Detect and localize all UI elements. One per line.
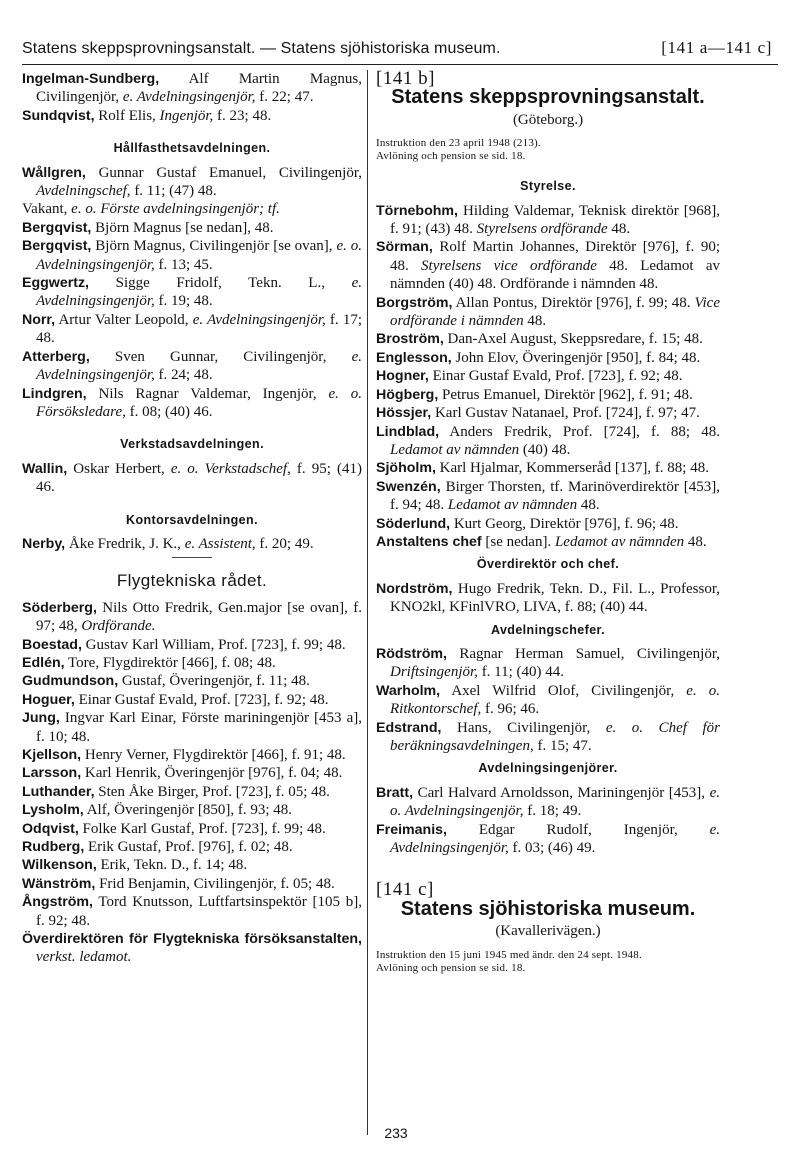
verkstad-entries	[22, 460, 362, 497]
list-item	[376, 202, 720, 239]
section-heading-avdelningschefer: Avdelningschefer.	[490, 622, 605, 637]
entry-text: Hilding Valdemar, Teknisk direktör [968], f. 91; (43) 48.	[390, 202, 720, 238]
list-item	[22, 274, 362, 311]
person-name: Nordström,	[376, 580, 453, 597]
person-name: Eggwertz,	[22, 275, 90, 292]
entry-title-italic: e. Avdelningsingenjör,	[36, 275, 362, 310]
entry-text: Edgar Rudolf, Ingenjör,	[446, 821, 710, 838]
entry-tail: 48. Ledamot av nämnden (40) 48. Ordförande i nämnden 48.	[390, 257, 720, 293]
person-name: Broström,	[376, 331, 444, 348]
person-name: Ångström,	[22, 894, 93, 911]
hallfasthet-entries	[22, 164, 362, 422]
entry-text: Petrus Emanuel, Direktör [962], f. 91; 48.	[438, 386, 693, 403]
person-name: Nerby,	[22, 535, 66, 552]
entry-text: Björn Magnus [se nedan], 48.	[91, 219, 274, 236]
list-item	[22, 107, 362, 125]
entry-text: Nils Otto Fredrik, Gen.major [se ovan], f. 97; 48,	[36, 599, 362, 635]
avding-entries	[376, 784, 720, 858]
entry-text: Nils Ragnar Valdemar, Ingenjör,	[86, 385, 329, 402]
top-entries	[22, 70, 362, 125]
list-item	[22, 856, 362, 874]
entry-text: Alf, Överingenjör [850], f. 93; 48.	[83, 802, 293, 819]
entry-tail: f. 03; (46) 49.	[508, 840, 596, 857]
person-name: Anstaltens chef	[376, 533, 482, 550]
section-heading-verkstad: Verkstadsavdelningen.	[120, 437, 264, 452]
entry-text: Ingvar Karl Einar, Förste mariningenjör [453 a], f. 10; 48.	[36, 710, 362, 745]
list-item	[22, 164, 362, 201]
person-name: Högberg,	[376, 386, 439, 403]
entry-title-italic: e. o. Chef för beräkningsavdelningen,	[390, 719, 720, 754]
person-name: Sörman,	[376, 239, 433, 256]
list-item	[376, 784, 720, 821]
section-heading-flyg: Flygtekniska rådet.	[116, 571, 268, 591]
entry-text: Artur Valter Leopold,	[55, 311, 193, 328]
location-b: (Göteborg.)	[512, 111, 584, 128]
section-heading-avdelningsingenjorer: Avdelningsingenjörer.	[478, 761, 618, 776]
styrelse-entries	[376, 202, 720, 552]
entry-tail: (40) 48.	[519, 441, 571, 458]
person-name: Rudberg,	[22, 839, 85, 856]
list-item	[22, 838, 362, 856]
running-header	[22, 38, 772, 62]
entry-text: Åke Fredrik, J. K.,	[65, 535, 185, 552]
entry-text: Rolf Elis,	[94, 107, 160, 124]
entry-tail: f. 22; 47.	[255, 89, 314, 106]
entry-text: Axel Wilfrid Olof, Civilingenjör,	[440, 682, 687, 699]
person-name: Englesson,	[376, 349, 452, 366]
entry-text: Sven Gunnar, Civilingenjör,	[89, 348, 352, 365]
list-item	[376, 533, 720, 551]
entry-title-italic: e. Assistent,	[184, 535, 256, 552]
person-name: Lysholm,	[22, 802, 84, 819]
list-item	[376, 330, 720, 348]
entry-title-italic: e. Avdelningsingenjör,	[192, 311, 326, 328]
list-item	[376, 404, 720, 422]
entry-text: Ragnar Herman Samuel, Civilingenjör,	[446, 645, 720, 662]
pay-note-c: Avlöning och pension se sid. 18.	[376, 961, 526, 974]
flyg-entries	[22, 599, 362, 967]
entry-text: Einar Gustaf Evald, Prof. [723], f. 92; 48.	[428, 368, 683, 385]
list-item	[22, 820, 362, 838]
entry-text: Erik Gustaf, Prof. [976], f. 02; 48.	[84, 839, 293, 856]
entry-title-italic: Avdelningschef,	[36, 183, 131, 200]
entry-title-italic: Vice ordförande i nämnden	[390, 294, 720, 330]
list-item	[22, 893, 362, 930]
entry-text: Gustav Karl William, Prof. [723], f. 99; 48.	[81, 636, 346, 653]
entry-tail: f. 08; (40) 46.	[125, 403, 213, 420]
list-item	[22, 535, 362, 553]
person-name: Kjellson,	[22, 747, 82, 763]
person-name: Rödström,	[376, 645, 447, 662]
list-item	[376, 367, 720, 385]
entry-title-italic: e. Avdelningsingenjör,	[390, 821, 720, 857]
list-item	[376, 821, 720, 858]
list-item	[22, 311, 362, 348]
entry-text: Karl Gustav Natanael, Prof. [724], f. 97; 47.	[431, 405, 700, 422]
section-range: [141 a—141 c]	[661, 38, 772, 57]
entry-title-italic: e. Avdelningsingenjör,	[122, 89, 256, 106]
institution-title-c: Statens sjöhistoriska museum.	[400, 897, 696, 920]
entry-text: Rolf Martin Johannes, Direktör [976], f. 90; 48.	[390, 239, 720, 274]
list-item	[22, 930, 362, 967]
person-name: Freimanis,	[376, 821, 447, 838]
entry-text: Gustaf, Överingenjör, f. 11; 48.	[118, 673, 310, 690]
person-name: Hoguer,	[22, 691, 75, 708]
entry-text: Kurt Georg, Direktör [976], f. 96; 48.	[450, 515, 679, 532]
entry-title-italic: Ledamot av nämnden	[554, 533, 685, 550]
location-c: (Kavallerivägen.)	[495, 923, 601, 940]
entry-tail: f. 96; 46.	[481, 701, 540, 718]
header-rule	[22, 64, 778, 65]
entry-tail: 48.	[684, 533, 707, 550]
right-column	[376, 70, 720, 975]
list-item	[22, 200, 362, 218]
person-name: Luthander,	[22, 783, 95, 800]
entry-text: Sten Åke Birger, Prof. [723], f. 05; 48.	[94, 783, 330, 800]
entry-text: Alf Martin Magnus, Civilingenjör,	[36, 71, 362, 106]
entry-tail: 48.	[577, 497, 600, 514]
overdir-entries	[376, 580, 720, 617]
entry-title-italic: Ingenjör,	[159, 107, 214, 124]
entry-text: John Elov, Överingenjör [950], f. 84; 48.	[451, 349, 701, 366]
kontor-entries	[22, 535, 362, 553]
person-name: Borgström,	[376, 294, 453, 311]
person-name: Edstrand,	[376, 719, 442, 736]
person-name: Överdirektören för Flygtekniska försöksanstalten,	[22, 931, 362, 948]
list-item	[22, 654, 362, 672]
entry-title-italic: e. o. Avdelningsingenjör,	[36, 238, 362, 273]
entry-title-italic: e. o. Försöksledare,	[36, 385, 362, 420]
list-item	[22, 709, 362, 746]
list-item	[376, 294, 720, 331]
person-name: Söderberg,	[22, 599, 97, 616]
list-item	[376, 349, 720, 367]
section-tag-c: [141 c]	[376, 879, 434, 901]
person-name: Jung,	[22, 710, 60, 727]
person-name: Ingelman-Sundberg,	[22, 71, 160, 87]
list-item	[22, 70, 362, 107]
entry-text: Einar Gustaf Evald, Prof. [723], f. 92; 48.	[74, 691, 329, 708]
short-divider	[172, 557, 212, 558]
entry-tail: 48.	[523, 313, 547, 330]
person-name: Odqvist,	[22, 820, 79, 837]
entry-title-italic: e. o. Ritkontorschef,	[390, 682, 720, 718]
list-item	[376, 423, 720, 460]
entry-text: Allan Pontus, Direktör [976], f. 99; 48.	[452, 294, 695, 311]
list-item	[22, 348, 362, 385]
entry-text: Björn Magnus, Civilingenjör [se ovan],	[91, 238, 337, 255]
entry-title-italic: verkst. ledamot.	[36, 949, 132, 966]
entry-tail: f. 20; 49.	[255, 535, 314, 552]
list-item	[22, 385, 362, 422]
entry-text: Birger Thorsten, tf. Marinöverdirektör [453], f. 94; 48.	[390, 478, 720, 514]
instruction-note-c: Instruktion den 15 juni 1945 med ändr. den 24 sept. 1948.	[376, 948, 642, 961]
person-name: Törnebohm,	[376, 202, 458, 219]
entry-tail: f. 18; 49.	[523, 803, 582, 820]
person-name: Edlén,	[22, 654, 65, 671]
running-title: Statens skeppsprovningsanstalt. — Statens sjöhistoriska museum.	[22, 40, 501, 57]
page-number: 233	[384, 1125, 408, 1141]
list-item	[22, 460, 362, 497]
entry-text: Erik, Tekn. D., f. 14; 48.	[96, 857, 248, 874]
entry-title-italic: Driftsingenjör,	[390, 664, 478, 681]
person-name: Sjöholm,	[376, 460, 436, 477]
person-name: Sundqvist,	[22, 107, 95, 124]
entry-tail: f. 95; (41) 46.	[36, 460, 362, 496]
person-name: Lindgren,	[22, 385, 87, 402]
entry-text: Hans, Civilingenjör,	[441, 719, 606, 736]
pay-note-b: Avlöning och pension se sid. 18.	[376, 150, 526, 163]
person-name: Hogner,	[376, 368, 429, 385]
entry-text: Dan-Axel August, Skeppsredare, f. 15; 48.	[443, 331, 703, 348]
person-name: Hössjer,	[376, 405, 432, 422]
list-item	[22, 746, 362, 764]
list-item	[376, 682, 720, 719]
entry-title-italic: Styrelsens vice ordförande	[421, 257, 597, 274]
person-name: Bergqvist,	[22, 238, 92, 255]
list-item	[22, 636, 362, 654]
left-column	[22, 70, 362, 967]
list-item	[376, 515, 720, 533]
person-name: Swenzén,	[376, 478, 441, 495]
entry-title-italic: e. o. Verkstadschef,	[170, 460, 291, 477]
entry-tail: 48.	[607, 221, 631, 238]
entry-text: [se nedan].	[481, 533, 555, 550]
list-item	[22, 672, 362, 690]
person-name: Bratt,	[376, 784, 414, 801]
person-name: Larsson,	[22, 765, 82, 782]
person-name: Wilkenson,	[22, 857, 97, 874]
list-item	[22, 764, 362, 782]
entry-text: Anders Fredrik, Prof. [724], f. 88; 48.	[439, 423, 720, 440]
entry-title-italic: e. Avdelningsingenjör,	[36, 348, 362, 384]
entry-title-italic: Ordförande.	[81, 618, 156, 635]
entry-text: Vakant,	[22, 201, 72, 218]
person-name: Gudmundson,	[22, 673, 119, 690]
list-item	[22, 783, 362, 801]
person-name: Atterberg,	[22, 348, 90, 365]
section-heading-hallfasthet: Hållfasthetsavdelningen.	[113, 141, 271, 156]
list-item	[22, 691, 362, 709]
list-item	[22, 219, 362, 237]
list-item	[22, 875, 362, 893]
list-item	[22, 599, 362, 636]
entry-tail: f. 24; 48.	[154, 367, 213, 384]
entry-text: Hugo Fredrik, Tekn. D., Fil. L., Professor, KNO2kl, KFinlVRO, LIVA, f. 88; (40) 44.	[390, 580, 720, 616]
section-heading-styrelse: Styrelse.	[520, 179, 576, 194]
person-name: Boestad,	[22, 636, 82, 653]
list-item	[22, 237, 362, 274]
entry-title-italic: Ledamot av nämnden	[447, 497, 578, 514]
entry-tail: f. 19; 48.	[154, 293, 213, 310]
person-name: Wänström,	[22, 875, 96, 892]
list-item	[376, 386, 720, 404]
entry-tail: f. 11; (40) 44.	[477, 664, 565, 681]
entry-text: Tore, Flygdirektör [466], f. 08; 48.	[64, 654, 276, 671]
entry-text: Karl Henrik, Överingenjör [976], f. 04; 48.	[81, 765, 343, 782]
entry-text: Gunnar Gustaf Emanuel, Civilingenjör,	[85, 164, 362, 181]
entry-text: Folke Karl Gustaf, Prof. [723], f. 99; 48.	[78, 820, 326, 837]
entry-title-italic: e. o. Förste avdelningsingenjör; tf.	[71, 201, 280, 218]
entry-text: Karl Hjalmar, Kommerseråd [137], f. 88; 48.	[435, 460, 709, 477]
list-item	[376, 645, 720, 682]
entry-text: Henry Verner, Flygdirektör [466], f. 91; 48.	[81, 747, 346, 763]
entry-text: Carl Halvard Arnoldsson, Mariningenjör [453],	[413, 784, 710, 801]
entry-tail: f. 13; 45.	[154, 256, 213, 273]
column-divider	[367, 70, 368, 1135]
list-item	[22, 801, 362, 819]
entry-text: Sigge Fridolf, Tekn. L.,	[89, 275, 352, 292]
person-name: Warholm,	[376, 682, 441, 699]
person-name: Söderlund,	[376, 515, 451, 532]
person-name: Lindblad,	[376, 423, 440, 440]
entry-text: Oskar Herbert,	[67, 460, 171, 477]
person-name: Bergqvist,	[22, 219, 92, 236]
section-tag-b: [141 b]	[376, 68, 435, 89]
section-heading-kontor: Kontorsavdelningen.	[126, 512, 258, 527]
entry-title-italic: Styrelsens ordförande	[476, 221, 608, 238]
entry-text: Tord Knutsson, Luftfartsinspektör [105 b], f. 92; 48.	[36, 894, 362, 929]
list-item	[376, 719, 720, 756]
list-item	[376, 238, 720, 293]
entry-tail: f. 15; 47.	[533, 738, 592, 754]
entry-text: Frid Benjamin, Civilingenjör, f. 05; 48.	[95, 875, 335, 892]
entry-title-italic: Ledamot av nämnden	[390, 441, 520, 458]
entry-tail: f. 23; 48.	[213, 107, 272, 124]
instruction-note-b: Instruktion den 23 april 1948 (213).	[376, 137, 541, 150]
list-item	[376, 459, 720, 477]
list-item	[376, 580, 720, 617]
entry-tail: f. 11; (47) 48.	[130, 183, 217, 200]
avdchef-entries	[376, 645, 720, 755]
list-item	[376, 478, 720, 515]
person-name: Norr,	[22, 311, 56, 328]
section-heading-overdirektor: Överdirektör och chef.	[476, 557, 620, 572]
person-name: Wallin,	[22, 460, 68, 477]
entry-title-italic: e. o. Avdelningsingenjör,	[390, 784, 720, 820]
institution-title-b: Statens skeppsprovningsanstalt.	[391, 86, 705, 109]
entry-tail: f. 17; 48.	[36, 311, 362, 347]
person-name: Wållgren,	[22, 164, 86, 181]
